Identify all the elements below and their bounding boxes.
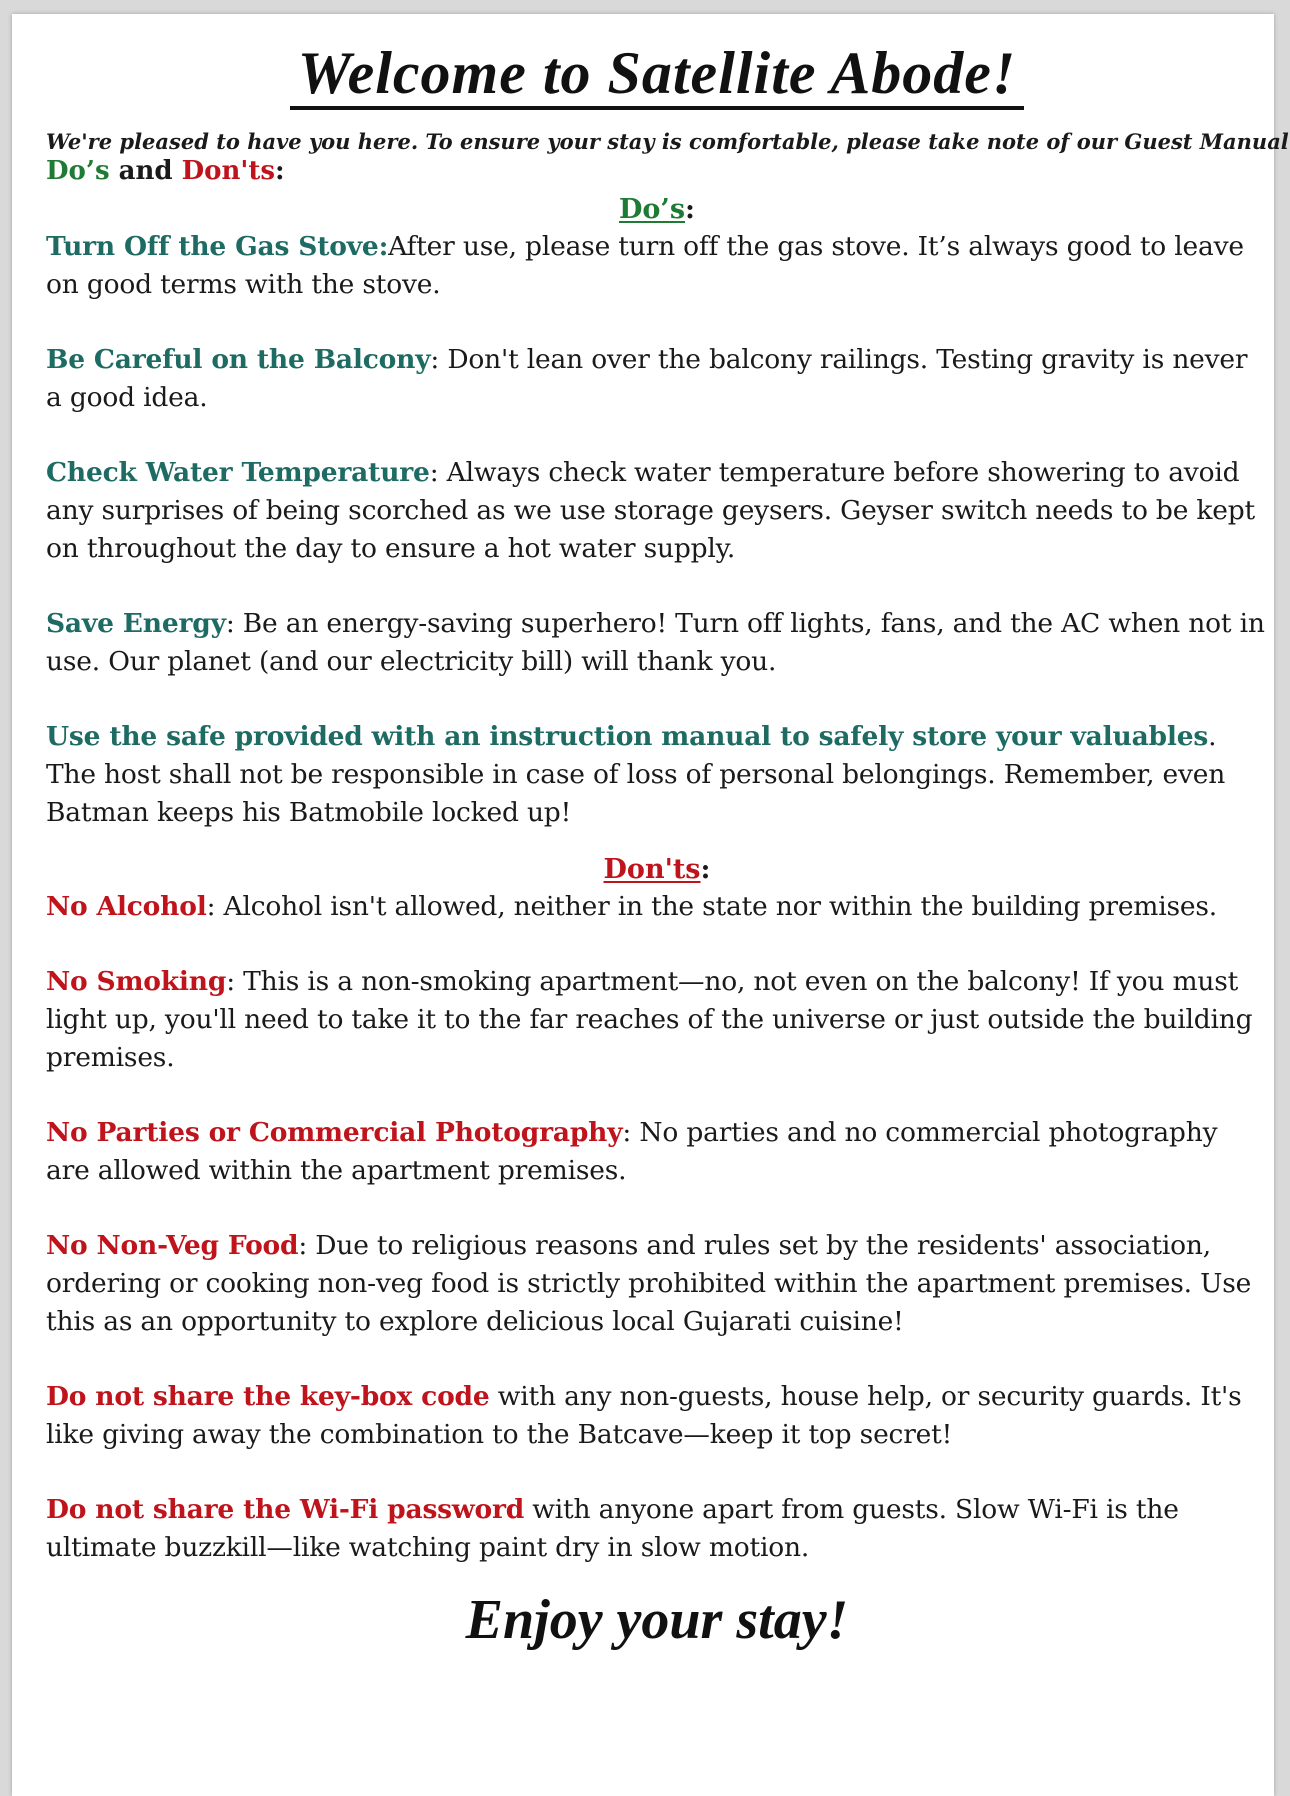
guest-manual-page xyxy=(12,14,1289,1796)
donts-rule-wifi xyxy=(46,1491,1268,1567)
rule-heading: No Parties or Commercial Photography xyxy=(46,1117,623,1148)
rule-heading: Check Water Temperature xyxy=(46,457,430,488)
rule-text: with any non-guests, house help, or security guards. It's like giving away the combination to the Batcave—keep it top secret! xyxy=(46,1381,1242,1450)
donts-rule-smoking xyxy=(46,963,1268,1077)
rule-text: : Don't lean over the balcony railings. Testing gravity is never a good idea. xyxy=(46,344,1248,413)
rule-text: : This is a non-smoking apartment—no, not even on the balcony! If you must light up, you'll need to take it to the far reaches of the universe or just outside the building premises. xyxy=(46,966,1253,1073)
rule-heading: No Non-Veg Food xyxy=(46,1230,299,1261)
intro-dos-word: Do’s xyxy=(46,156,110,186)
intro-dos-donts-line xyxy=(46,154,1268,188)
intro-line: We're pleased to have you here. To ensure your stay is comfortable, please take note of our Guest Manual xyxy=(46,129,1289,154)
rule-heading: No Smoking xyxy=(46,966,227,997)
title-wrap xyxy=(46,40,1268,110)
donts-heading-label: Don'ts xyxy=(603,854,701,885)
dos-rule-safe xyxy=(46,718,1268,832)
dos-rule-save-energy xyxy=(46,605,1268,681)
dos-heading-label: Do’s xyxy=(619,194,686,225)
rule-heading: Be Careful on the Balcony xyxy=(46,344,431,375)
guest-manual-content xyxy=(46,28,1289,1651)
closing-message: Enjoy your stay! xyxy=(465,1589,849,1651)
rule-heading: Use the safe provided with an instruction manual to safely store your valuables xyxy=(46,721,1209,752)
rule-text: : Alcohol isn't allowed, neither in the state nor within the building premises. xyxy=(206,891,1218,922)
dos-heading-colon: : xyxy=(685,194,695,225)
rule-text: After use, please turn off the gas stove. It’s always good to leave on good terms with the stove. xyxy=(46,231,1244,300)
rule-heading: Turn Off the Gas Stove: xyxy=(46,231,389,262)
donts-rule-non-veg xyxy=(46,1227,1268,1341)
rule-text: : Due to religious reasons and rules set by the residents' association, ordering or cooking non-veg food is strictly prohibited within the apartment premises. Use this as an opportunity to explore delicious local Gujarati cuisine! xyxy=(46,1230,1252,1337)
intro-donts-word: Don'ts xyxy=(181,156,276,186)
donts-heading xyxy=(46,852,1268,888)
donts-rule-parties xyxy=(46,1114,1268,1190)
donts-heading-colon: : xyxy=(700,854,711,885)
rule-text: : Be an energy-saving superhero! Turn off lights, fans, and the AC when not in use. Our planet (and our electricity bill) will thank you. xyxy=(46,608,1265,677)
rule-heading: Do not share the Wi-Fi password xyxy=(46,1494,525,1525)
donts-rule-alcohol xyxy=(46,888,1268,926)
donts-list xyxy=(46,888,1268,1567)
rule-text: : No parties and no commercial photography are allowed within the apartment premises. xyxy=(46,1117,1218,1186)
dos-heading xyxy=(46,192,1268,228)
rule-text: with anyone apart from guests. Slow Wi-Fi is the ultimate buzzkill—like watching paint dry in slow motion. xyxy=(46,1494,1179,1563)
donts-rule-key-box xyxy=(46,1378,1268,1454)
dos-rule-water-temperature xyxy=(46,454,1268,568)
dos-rule-gas-stove xyxy=(46,228,1268,304)
rule-text: : Always check water temperature before showering to avoid any surprises of being scorched as we use storage geysers. Geyser switch needs to be kept on throughout the day to ensure a hot water supply. xyxy=(46,457,1255,564)
page-title: Welcome to Satellite Abode! xyxy=(290,40,1025,110)
rule-heading: Do not share the key-box code xyxy=(46,1381,490,1412)
rule-heading: No Alcohol xyxy=(46,891,207,922)
rule-text: . The host shall not be responsible in case of loss of personal belongings. Remember, even Batman keeps his Batmobile locked up! xyxy=(46,721,1226,828)
intro-colon: : xyxy=(275,156,285,186)
intro-and-word: and xyxy=(109,156,182,186)
dos-rule-balcony xyxy=(46,341,1268,417)
rule-heading: Save Energy xyxy=(46,608,226,639)
dos-list xyxy=(46,228,1268,832)
